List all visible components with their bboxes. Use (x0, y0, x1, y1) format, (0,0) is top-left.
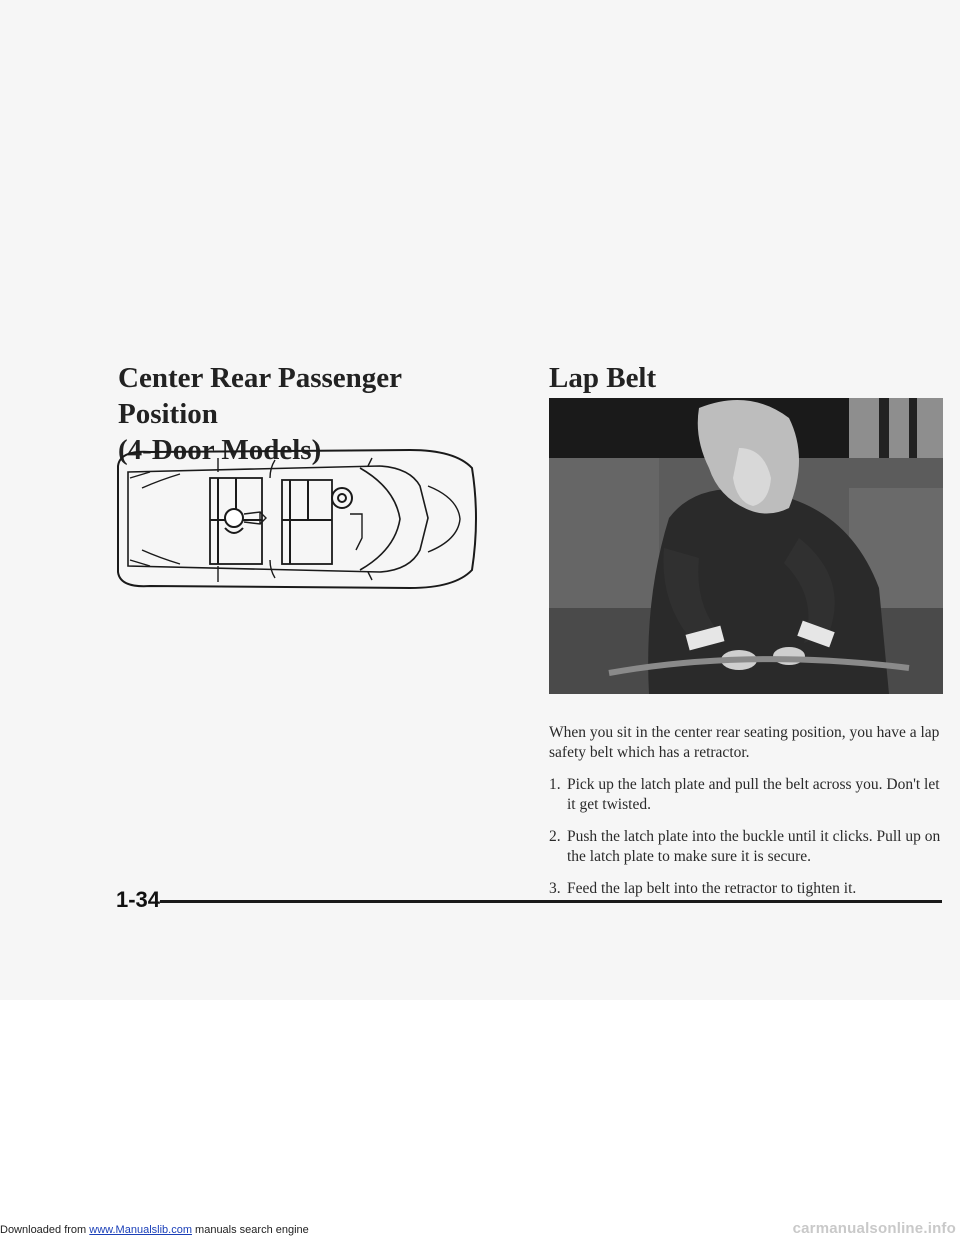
title-line-1: Center Rear Passenger Position (118, 362, 402, 430)
footer-divider (160, 900, 942, 903)
steps-list (549, 775, 944, 899)
intro-paragraph: When you sit in the center rear seating position, you have a lap safety belt which has a retractor. (549, 724, 940, 761)
download-prefix: Downloaded from (0, 1224, 90, 1236)
watermark: carmanualsonline.info (792, 1220, 956, 1237)
step-number: 1. (549, 776, 561, 793)
download-suffix: manuals search engine (191, 1224, 309, 1236)
step-item (549, 827, 944, 867)
step-item (549, 775, 944, 815)
step-number: 3. (549, 880, 561, 897)
car-top-view-icon (110, 438, 485, 598)
page-number: 1-34 (116, 887, 161, 912)
download-notice (0, 1224, 309, 1236)
title-line-2: (4-Door Models) (118, 434, 322, 466)
lap-belt-photo (549, 398, 943, 694)
step-text: Push the latch plate into the buckle until it clicks. Pull up on the latch plate to make sure it is secure. (567, 828, 941, 865)
step-text: Pick up the latch plate and pull the belt across you. Don't let it get twisted. (567, 776, 940, 813)
step-number: 2. (549, 828, 561, 845)
step-item (549, 879, 944, 899)
section-title-lap-belt: Lap Belt (549, 362, 657, 394)
step-text: Feed the lap belt into the retractor to tighten it. (567, 880, 857, 897)
manualslib-link[interactable]: www.Manualslib.com (89, 1224, 192, 1236)
instructions (549, 723, 944, 911)
